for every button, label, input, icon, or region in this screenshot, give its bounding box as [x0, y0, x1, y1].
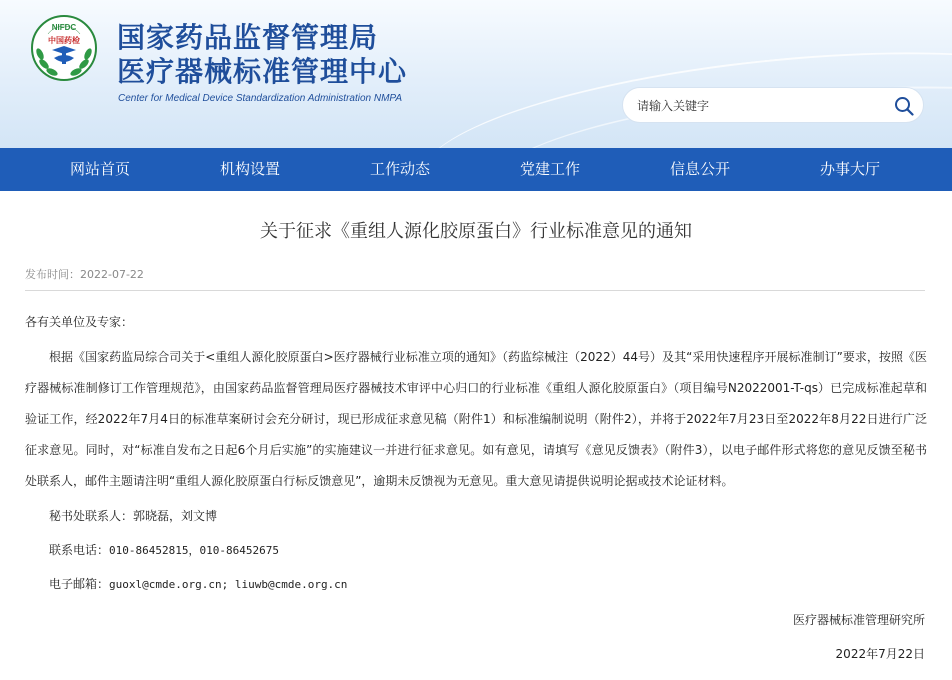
contact-phone: [49, 536, 279, 565]
signature-organization: 医疗器械标准管理研究所: [792, 613, 925, 627]
main-nav: [0, 148, 952, 191]
nav-item-organization[interactable]: 机构设置: [219, 160, 280, 178]
nav-item-home[interactable]: 网站首页: [69, 160, 130, 178]
publish-date-label: 发布时间：: [25, 268, 80, 281]
search-icon: [894, 96, 914, 116]
search-input[interactable]: [637, 96, 887, 116]
nav-item-service-hall[interactable]: 办事大厅: [819, 160, 880, 178]
salutation: 各有关单位及专家：: [25, 315, 134, 329]
site-title-line1: 国家药品监督管理局: [117, 21, 379, 54]
article-title: 关于征求《重组人源化胶原蛋白》行业标准意见的通知: [260, 221, 692, 242]
search-button[interactable]: [891, 93, 917, 119]
nav-item-info-disclosure[interactable]: 信息公开: [669, 160, 730, 178]
nifdc-emblem-icon: [30, 14, 98, 82]
site-title-english: Center for Medical Device Standardization Administration NMPA: [118, 93, 403, 104]
nifdc-logo[interactable]: [30, 14, 98, 82]
email-values[interactable]: guoxl@cmde.org.cn; liuwb@cmde.org.cn: [109, 578, 348, 591]
email-label: 电子邮箱：: [49, 577, 110, 591]
nav-item-work-news[interactable]: 工作动态: [369, 160, 430, 178]
contact-email: [49, 570, 347, 599]
svg-text:NIFDC: NIFDC: [51, 23, 77, 32]
phone-label: 联系电话：: [49, 543, 110, 557]
contact-persons: [49, 502, 217, 530]
svg-text:中国药检: 中国药检: [48, 36, 80, 45]
site-header: [0, 0, 952, 148]
signature-date: 2022年7月22日: [835, 647, 925, 661]
publish-date: [25, 268, 144, 282]
divider: [25, 290, 925, 291]
contact-names: 郭晓磊，刘文博: [133, 509, 218, 523]
nav-item-party-building[interactable]: 党建工作: [519, 160, 580, 178]
publish-date-value: 2022-07-22: [80, 268, 144, 281]
site-title-line2: 医疗器械标准管理中心: [117, 55, 408, 88]
article-body: 根据《国家药监局综合司关于<重组人源化胶原蛋白>医疗器械行业标准立项的通知》（药监综械注（2022）44号）及其“采用快速程序开展标准制订”要求，按照《医疗器械标准制修订工作管理规范》，由国家药品监督管理局医疗器械技术审评中心归口的行业标准《重组人源化胶原蛋白》（项目编号N2022001-T-qs）已完成标准起草和验证工作，经2022年7月4日的标准草案研讨会充分研讨，现已形成征求意见稿（附件1）和标准编制说明（附件2），并将于2022年7月23日至2022年8月22日进行广泛征求意见。同时，对“标准自发布之日起6个月后实施”的实施建议一并进行征求意见。如有意见，请填写《意见反馈表》（附件3），以电子邮件形式将您的意见反馈至秘书处联系人，邮件主题请注明“重组人源化胶原蛋白行标反馈意见”，逾期未反馈视为无意见。重大意见请提供说明论据或技术论证材料。: [25, 350, 927, 488]
phone-values: 010-86452815，010-86452675: [109, 544, 279, 557]
contact-label: 秘书处联系人：: [49, 509, 134, 523]
search-box: [622, 87, 924, 123]
